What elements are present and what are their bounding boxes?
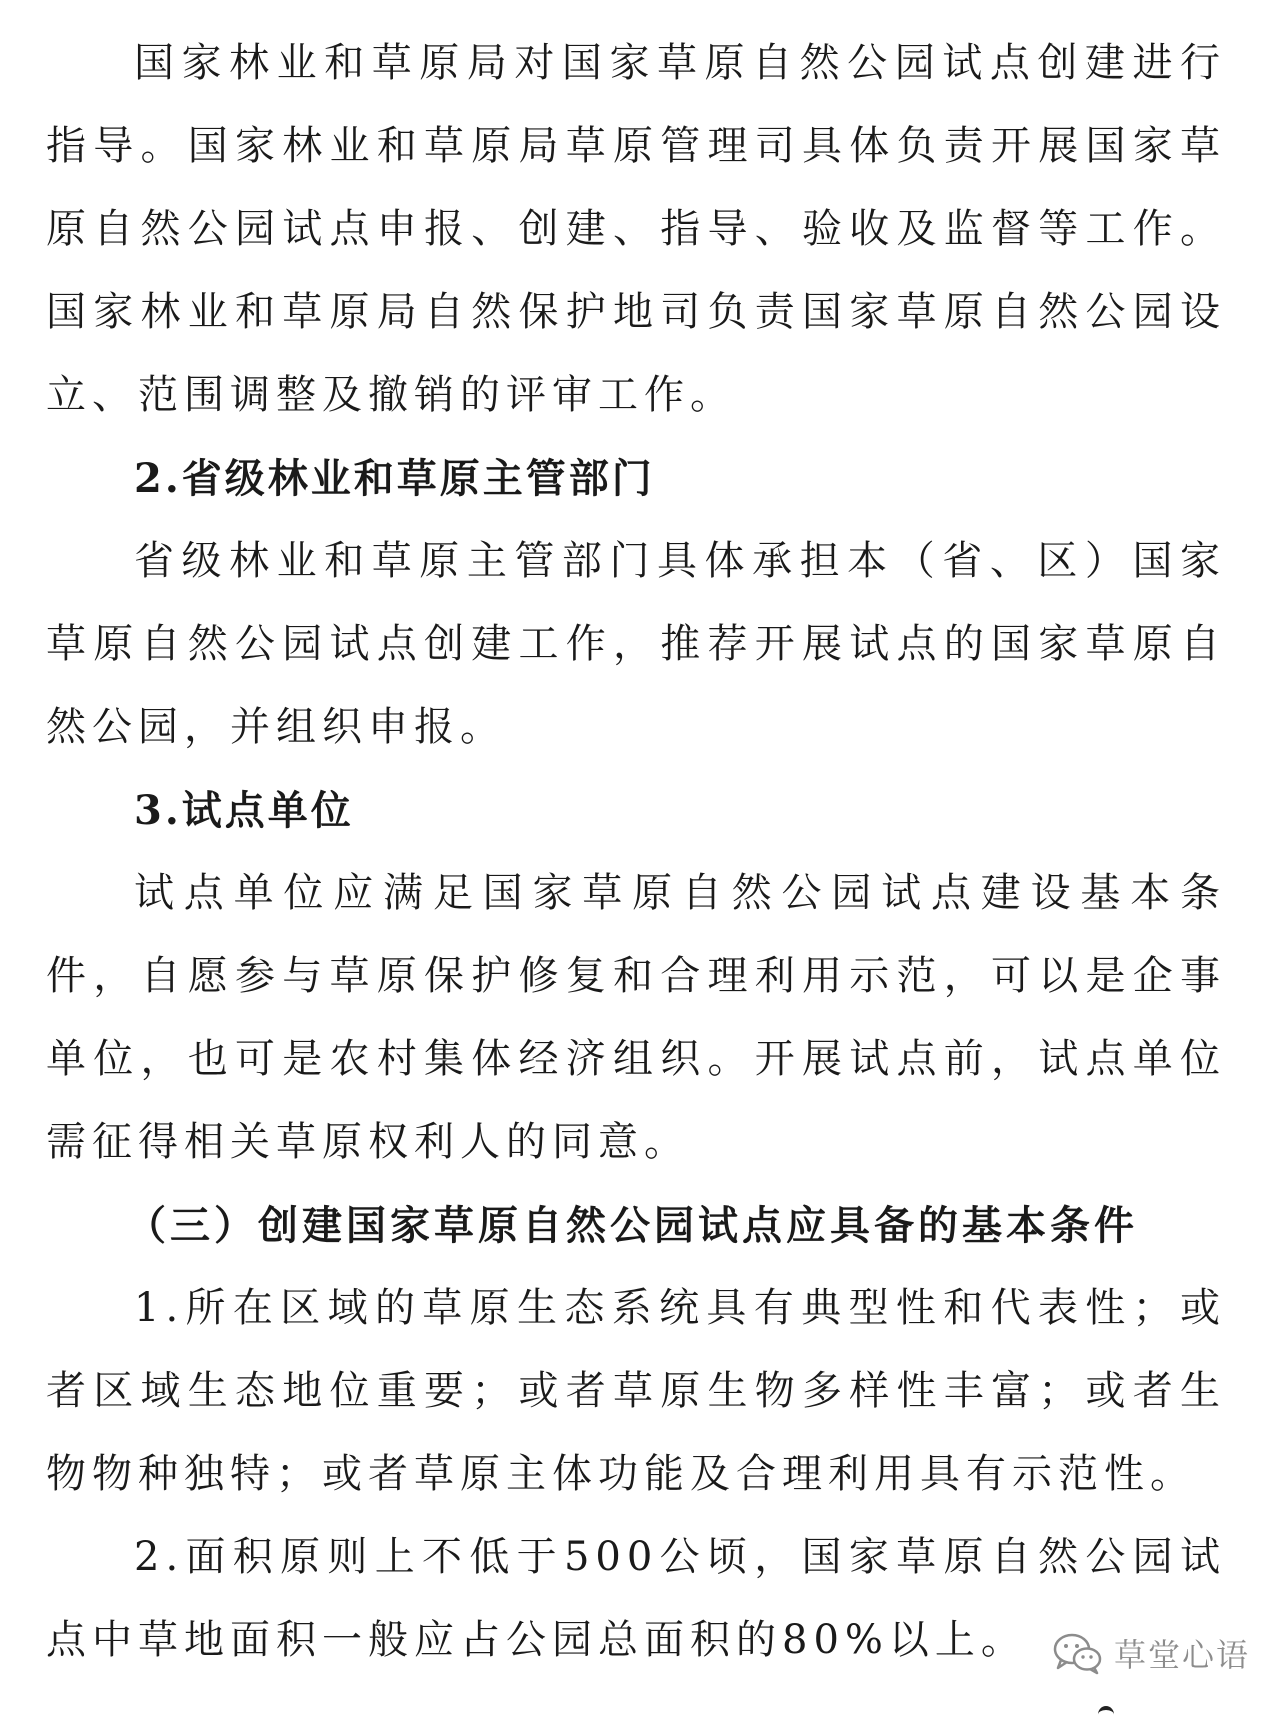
paragraph-provincial-department: 省级林业和草原主管部门具体承担本（省、区）国家草原自然公园试点创建工作，推荐开展试点的国家草原自然公园，并组织申报。 (46, 538, 1226, 750)
paragraph-guidance: 国家林业和草原局对国家草原自然公园试点创建进行指导。国家林业和草原局草原管理司具体负责开展国家草原自然公园试点申报、创建、指导、验收及监督等工作。国家林业和草原局自然保护地司负责国家草原自然公园设立、范围调整及撤销的评审工作。 (46, 40, 1226, 418)
paragraph-condition-1: 1.所在区域的草原生态系统具有典型性和代表性；或者区域生态地位重要；或者草原生物多样性丰富；或者生物物种独特；或者草原主体功能及合理利用具有示范性。 (46, 1285, 1226, 1497)
watermark-text: 草堂心语 (1113, 1636, 1250, 1674)
heading-basic-conditions: （三）创建国家草原自然公园试点应具备的基本条件 (126, 1202, 1138, 1249)
heading-pilot-unit: 3.试点单位 (134, 787, 354, 834)
wechat-icon (1052, 1631, 1104, 1675)
paragraph-pilot-unit: 试点单位应满足国家草原自然公园试点建设基本条件，自愿参与草原保护修复和合理利用示范，可以是企事单位，也可是农村集体经济组织。开展试点前，试点单位需征得相关草原权利人的同意。 (46, 870, 1226, 1165)
paragraph-condition-2: 2.面积原则上不低于500公顷，国家草原自然公园试点中草地面积一般应占公园总面积的80%以上。 (46, 1534, 1226, 1663)
page-edge-mark (1098, 1706, 1114, 1723)
document-body (46, 22, 1226, 1682)
heading-provincial-department: 2.省级林业和草原主管部门 (134, 455, 655, 502)
watermark (1052, 1628, 1250, 1678)
